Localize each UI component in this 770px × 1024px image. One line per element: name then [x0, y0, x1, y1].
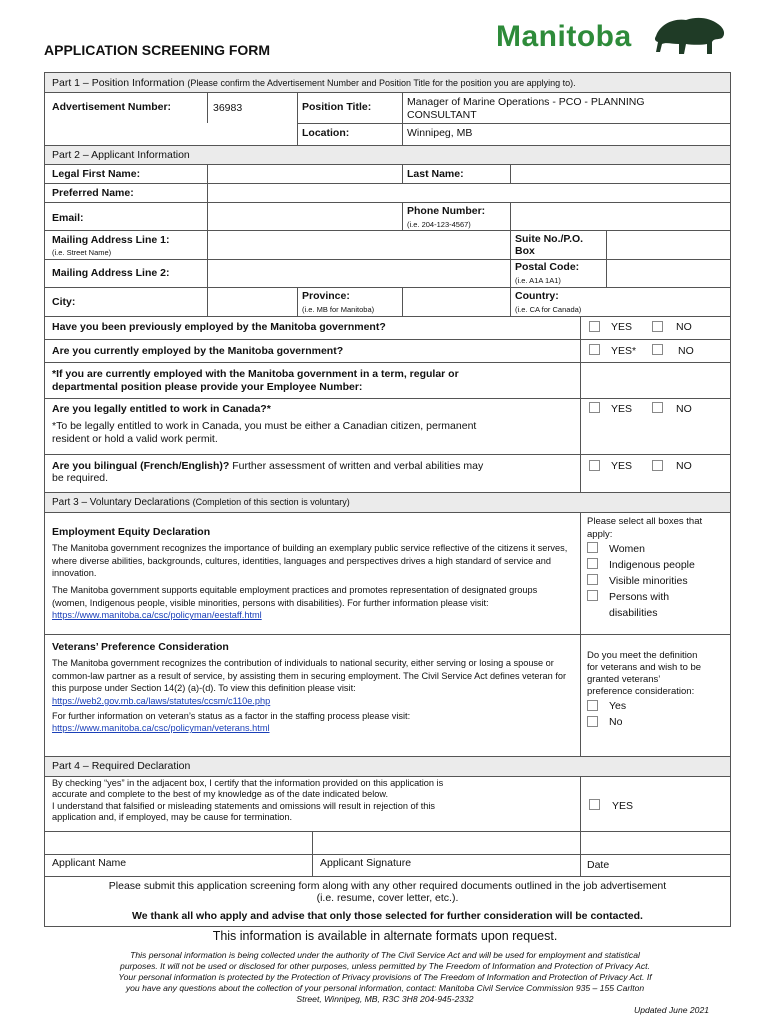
part3-heading-row	[52, 496, 350, 509]
date-field[interactable]	[581, 831, 730, 854]
legal-first-name-label: Legal First Name:	[52, 168, 141, 180]
disabilities-label-line2: disabilities	[609, 607, 658, 619]
province-field[interactable]	[402, 287, 507, 316]
bilingual-yes-label: YES	[611, 460, 633, 472]
veterans-yes-checkbox[interactable]	[587, 700, 598, 711]
alternate-formats: This information is available in alternate formats upon request.	[212, 929, 558, 943]
submit-line1: Please submit this application screening form along with any other required documents outlined in the job advertisement	[108, 880, 667, 892]
updated-date: Updated June 2021	[634, 1005, 710, 1015]
phone-hint: (i.e. 204-123-4567)	[407, 220, 471, 229]
mailing-address-2-field[interactable]	[207, 259, 507, 287]
vet-question-line1: Do you meet the definition	[587, 650, 698, 661]
disabilities-label-line1: Persons with	[609, 591, 670, 603]
part3-heading: Part 3 – Voluntary Declarations	[52, 497, 190, 508]
part4-heading: Part 4 – Required Declaration	[52, 760, 191, 772]
legal-yes-checkbox[interactable]	[589, 402, 600, 413]
form-title: APPLICATION SCREENING FORM	[44, 42, 271, 58]
vet-question-line4: preference consideration:	[587, 686, 695, 697]
veterans-paragraph-1	[52, 657, 574, 707]
country-label: Country:	[515, 290, 559, 302]
logo-text: Manitoba	[496, 20, 632, 53]
part1-heading: Part 1 – Position Information	[52, 77, 185, 89]
curr-employed-no-label: NO	[678, 345, 694, 357]
mailing-address-1-field[interactable]	[207, 230, 507, 259]
phone-number-label: Phone Number:	[407, 205, 486, 217]
privacy-line1: This personal information is being collected under the authority of The Civil Service Act and will be used for employment and statistical	[130, 950, 640, 960]
ee-select-line2: apply:	[587, 529, 613, 540]
legal-note-line1: *To be legally entitled to work in Canada, you must be either a Canadian citizen, permanent	[52, 420, 477, 432]
declaration-yes-label: YES	[612, 800, 634, 812]
vet-question-line2: for veterans and wish to be	[587, 662, 702, 673]
prev-employed-yes-checkbox[interactable]	[589, 321, 600, 332]
q-legally-entitled: Are you legally entitled to work in Canada?*	[52, 403, 271, 415]
last-name-field[interactable]	[510, 164, 730, 183]
province-hint: (i.e. MB for Manitoba)	[302, 305, 375, 314]
location-label: Location:	[302, 127, 350, 139]
ad-number-label: Advertisement Number:	[52, 101, 172, 113]
veterans-paragraph-1-text: The Manitoba government recognizes the contribution of individuals to national security, either serving or losing a spouse or common-law partner as a result of service, by assisting them in securing employment. The Civil Service Act defines veteran for this purpose under Section 14(2) (a)-(d). To view this definition please visit:	[52, 658, 567, 694]
manitoba-logo	[496, 14, 728, 58]
suite-label-line1: Suite No./P.O.	[515, 233, 584, 245]
bilingual-yes-checkbox[interactable]	[589, 460, 600, 471]
part2-heading: Part 2 – Applicant Information	[52, 149, 190, 161]
indigenous-checkbox[interactable]	[587, 558, 598, 569]
ee-paragraph-1: The Manitoba government recognizes the importance of building an exemplary public service reflective of the citizens it serves, where diverse abilities, backgrounds, cultures, identities, languages and perspectives drives a high standard of service and innovation.	[52, 543, 568, 579]
bison-icon	[652, 14, 728, 58]
date-label: Date	[587, 859, 610, 871]
veterans-link-2[interactable]: https://www.manitoba.ca/csc/policyman/veterans.html	[52, 723, 270, 733]
employee-number-note-line2: departmental position please provide your Employee Number:	[52, 381, 363, 393]
veterans-link-2-wrap	[52, 722, 574, 735]
phone-number-field[interactable]	[510, 202, 730, 230]
preferred-name-label: Preferred Name:	[52, 187, 134, 199]
privacy-line5: Street, Winnipeg, MB, R3C 3H8 204-945-2332	[296, 994, 474, 1004]
privacy-line2: purposes. It will not be used or disclosed for other purposes, unless permitted by The Freedom of Information and Protection of Privacy Act.	[120, 961, 650, 971]
ee-paragraph-2	[52, 584, 572, 622]
curr-employed-no-checkbox[interactable]	[652, 344, 663, 355]
q-bilingual-line2: be required.	[52, 472, 109, 484]
thanks-line: We thank all who apply and advise that only those selected for further consideration will be contacted.	[132, 910, 643, 922]
last-name-label: Last Name:	[407, 168, 464, 180]
women-checkbox[interactable]	[587, 542, 598, 553]
country-field[interactable]	[606, 287, 730, 316]
ad-number-value[interactable]: 36983	[213, 102, 243, 114]
position-title-label: Position Title:	[302, 101, 372, 113]
q-bilingual-rest: Further assessment of written and verbal abilities may	[229, 460, 484, 472]
prev-employed-no-checkbox[interactable]	[652, 321, 663, 332]
part3-note: (Completion of this section is voluntary)	[192, 497, 350, 507]
q-previously-employed: Have you been previously employed by the Manitoba government?	[52, 321, 386, 333]
applicant-signature-label: Applicant Signature	[320, 857, 412, 869]
email-field[interactable]	[207, 202, 402, 230]
q-bilingual	[52, 460, 483, 473]
position-title-line2: CONSULTANT	[407, 109, 477, 121]
suite-field[interactable]	[606, 230, 730, 259]
q-bilingual-bold: Are you bilingual (French/English)?	[52, 460, 230, 472]
part1-heading-row	[52, 77, 576, 90]
suite-label-line2: Box	[515, 245, 535, 257]
postal-code-label: Postal Code:	[515, 261, 580, 273]
veterans-yes-label: Yes	[609, 700, 627, 712]
city-label: City:	[52, 296, 76, 308]
legal-no-label: NO	[676, 403, 692, 415]
prev-employed-yes-label: YES	[611, 321, 633, 333]
country-hint: (i.e. CA for Canada)	[515, 305, 582, 314]
visible-minorities-label: Visible minorities	[609, 575, 688, 587]
employee-number-note-line1: *If you are currently employed with the Manitoba government in a term, regular or	[52, 368, 459, 380]
bilingual-no-label: NO	[676, 460, 692, 472]
preferred-name-field[interactable]	[207, 183, 730, 202]
ee-paragraph-2-text: The Manitoba government supports equitable employment practices and promotes representation of designated groups (women, Indigenous people, visible minorities, persons with disabilities). For further information please visit:	[52, 585, 538, 608]
postal-code-hint: (i.e. A1A 1A1)	[515, 276, 561, 285]
ee-title: Employment Equity Declaration	[52, 526, 211, 538]
mailing-address-2-label: Mailing Address Line 2:	[52, 267, 170, 279]
mailing-address-1-hint: (i.e. Street Name)	[52, 248, 112, 257]
legal-no-checkbox[interactable]	[652, 402, 663, 413]
vet-question-line3: granted veterans’	[587, 674, 661, 685]
legal-note-line2: resident or hold a valid work permit.	[52, 433, 218, 445]
privacy-line4: you have any questions about the collection of your personal information, contact: Manitoba Civil Service Commission 935 – 155 Carlton	[125, 983, 645, 993]
legal-first-name-field[interactable]	[207, 164, 402, 183]
curr-employed-yes-checkbox[interactable]	[589, 344, 600, 355]
part4-p2-line1: I understand that falsified or misleading statements and omissions will result in rejection of this	[52, 801, 435, 811]
part4-p2-line2: application and, if employed, may be cause for termination.	[52, 812, 293, 822]
applicant-signature-field[interactable]	[313, 831, 579, 854]
city-field[interactable]	[207, 287, 297, 316]
applicant-name-label: Applicant Name	[52, 857, 127, 869]
ee-select-line1: Please select all boxes that	[587, 516, 703, 527]
indigenous-label: Indigenous people	[609, 559, 695, 571]
employee-number-field[interactable]	[580, 363, 730, 398]
province-label: Province:	[302, 290, 350, 302]
women-label: Women	[609, 543, 645, 555]
ee-link[interactable]: https://www.manitoba.ca/csc/policyman/eestaff.html	[52, 610, 262, 621]
submit-line2: (i.e. resume, cover letter, etc.).	[316, 892, 459, 904]
veterans-title: Veterans’ Preference Consideration	[52, 641, 229, 653]
bilingual-no-checkbox[interactable]	[652, 460, 663, 471]
part4-p1-line2: accurate and complete to the best of my knowledge as of the date indicated below.	[52, 789, 389, 799]
postal-code-field[interactable]	[606, 259, 730, 287]
veterans-link-1[interactable]: https://web2.gov.mb.ca/laws/statutes/ccsm/c110e.php	[52, 695, 271, 706]
position-title-line1[interactable]: Manager of Marine Operations - PCO - PLANNING	[407, 96, 645, 108]
prev-employed-no-label: NO	[676, 321, 692, 333]
q-currently-employed: Are you currently employed by the Manitoba government?	[52, 345, 344, 357]
mailing-address-1-label: Mailing Address Line 1:	[52, 234, 170, 246]
curr-employed-yes-label: YES*	[611, 345, 637, 357]
legal-yes-label: YES	[611, 403, 633, 415]
email-label: Email:	[52, 212, 84, 224]
veterans-paragraph-2: For further information on veteran’s status as a factor in the staffing process please visit:	[52, 711, 411, 721]
privacy-line3: Your personal information is protected by the Protection of Privacy provisions of The Freedom of Information and Protection of Privacy Act. If	[118, 972, 652, 982]
applicant-name-field[interactable]	[45, 831, 312, 854]
veterans-no-checkbox[interactable]	[587, 716, 598, 727]
disabilities-checkbox[interactable]	[587, 590, 598, 601]
part4-p1-line1: By checking “yes” in the adjacent box, I certify that the information provided on this application is	[52, 778, 444, 788]
part1-note: (Please confirm the Advertisement Number and Position Title for the position you are applying to).	[187, 78, 576, 88]
visible-minorities-checkbox[interactable]	[587, 574, 598, 585]
declaration-yes-checkbox[interactable]	[589, 799, 600, 810]
veterans-no-label: No	[609, 716, 623, 728]
location-value[interactable]: Winnipeg, MB	[407, 127, 473, 139]
